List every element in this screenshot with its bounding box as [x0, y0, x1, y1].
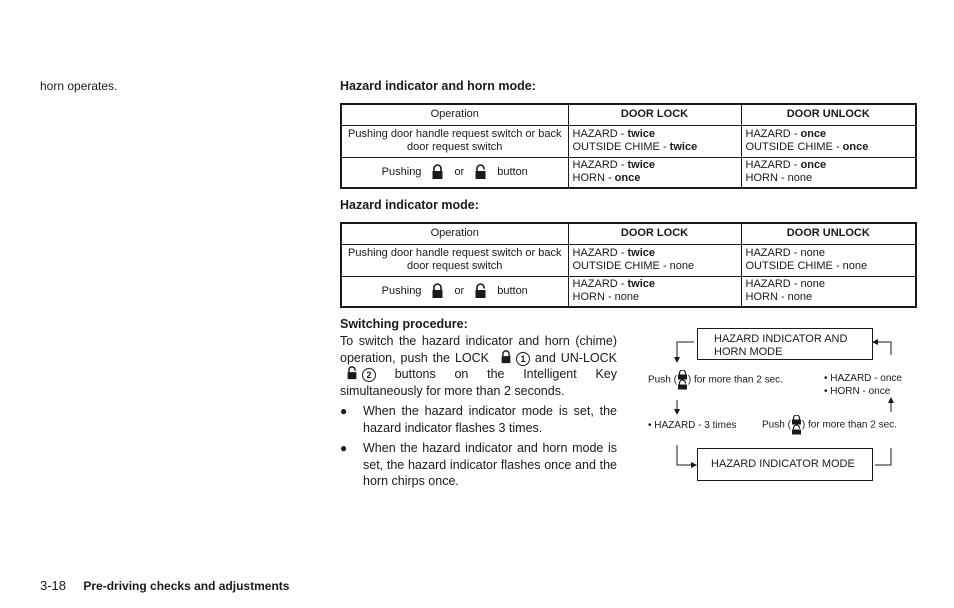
table-header-row: [341, 223, 916, 244]
lock-unlock-icon: [791, 415, 802, 435]
hazard-indicator-and-horn-mode-box: HAZARD INDICATOR AND HORN MODE: [697, 328, 873, 360]
push-lock-unlock-instruction: Push ( ) for more than 2 sec.: [762, 415, 897, 435]
section-title: Pre-driving checks and adjustments: [83, 579, 290, 593]
header-operation: Operation: [341, 223, 568, 244]
hazard-mode-table: [340, 222, 917, 308]
table-row: [341, 244, 916, 276]
hazard-horn-mode-heading: Hazard indicator and horn mode:: [340, 79, 536, 93]
continuation-text: horn operates.: [40, 79, 118, 93]
list-item: ● When the hazard indicator mode is set, the hazard indicator flashes 3 times.: [340, 404, 617, 435]
unlock-icon: [474, 164, 487, 180]
table-row: [341, 157, 916, 188]
operation-cell: Pushing door handle request switch or back door request switch: [341, 125, 568, 157]
switching-procedure-heading: Switching procedure:: [340, 317, 468, 331]
lock-icon: [431, 283, 444, 299]
table-row: [341, 125, 916, 157]
hazard-mode-heading: Hazard indicator mode:: [340, 198, 479, 212]
header-door-unlock: DOOR UNLOCK: [741, 223, 916, 244]
header-operation: Operation: [341, 104, 568, 125]
procedure-paragraph: To switch the hazard indicator and horn (chime) operation, push the LOCK 1 and UN-LOCK 2 buttons on the Intelligent Key simultaneously for more than 2 seconds.: [340, 334, 617, 398]
operation-cell: Pushing or button: [341, 276, 568, 307]
callout-number-1: 1: [516, 352, 530, 366]
lock-icon: [431, 164, 444, 180]
door-lock-cell: HAZARD - twice HORN - none: [568, 276, 741, 307]
lock-icon: [500, 350, 512, 364]
operation-cell: Pushing or button: [341, 157, 568, 188]
list-item: ● When the hazard indicator and horn mode is set, the hazard indicator flashes once and the horn chirps once.: [340, 441, 617, 488]
door-lock-cell: HAZARD - twice OUTSIDE CHIME - none: [568, 244, 741, 276]
bullet-icon: ●: [340, 441, 348, 455]
push-lock-unlock-instruction: Push ( ) for more than 2 sec.: [648, 370, 783, 390]
door-unlock-cell: HAZARD - none OUTSIDE CHIME - none: [741, 244, 916, 276]
door-lock-cell: HAZARD - twice HORN - once: [568, 157, 741, 188]
header-door-unlock: DOOR UNLOCK: [741, 104, 916, 125]
page-number: 3-18: [40, 578, 67, 593]
table-header-row: [341, 104, 916, 125]
lock-unlock-icon: [677, 370, 688, 390]
unlock-icon: [474, 283, 487, 299]
hazard-horn-once-label: • HAZARD - once • HORN - once: [824, 373, 902, 397]
callout-number-2: 2: [362, 368, 376, 382]
mode-switch-diagram: [644, 320, 924, 495]
table-row: [341, 276, 916, 307]
left-column: [40, 79, 117, 93]
unlock-icon: [346, 366, 358, 380]
door-lock-cell: HAZARD - twice OUTSIDE CHIME - twice: [568, 125, 741, 157]
door-unlock-cell: HAZARD - none HORN - none: [741, 276, 916, 307]
bullet-icon: ●: [340, 404, 348, 418]
hazard-horn-mode-table: [340, 103, 917, 189]
operation-cell: Pushing door handle request switch or back door request switch: [341, 244, 568, 276]
page-footer: [40, 578, 289, 593]
header-door-lock: DOOR LOCK: [568, 104, 741, 125]
door-unlock-cell: HAZARD - once OUTSIDE CHIME - once: [741, 125, 916, 157]
switching-procedure-body: [340, 333, 617, 490]
hazard-three-times-label: • HAZARD - 3 times: [648, 420, 737, 431]
header-door-lock: DOOR LOCK: [568, 223, 741, 244]
hazard-indicator-mode-box: HAZARD INDICATOR MODE: [697, 448, 873, 481]
door-unlock-cell: HAZARD - once HORN - none: [741, 157, 916, 188]
